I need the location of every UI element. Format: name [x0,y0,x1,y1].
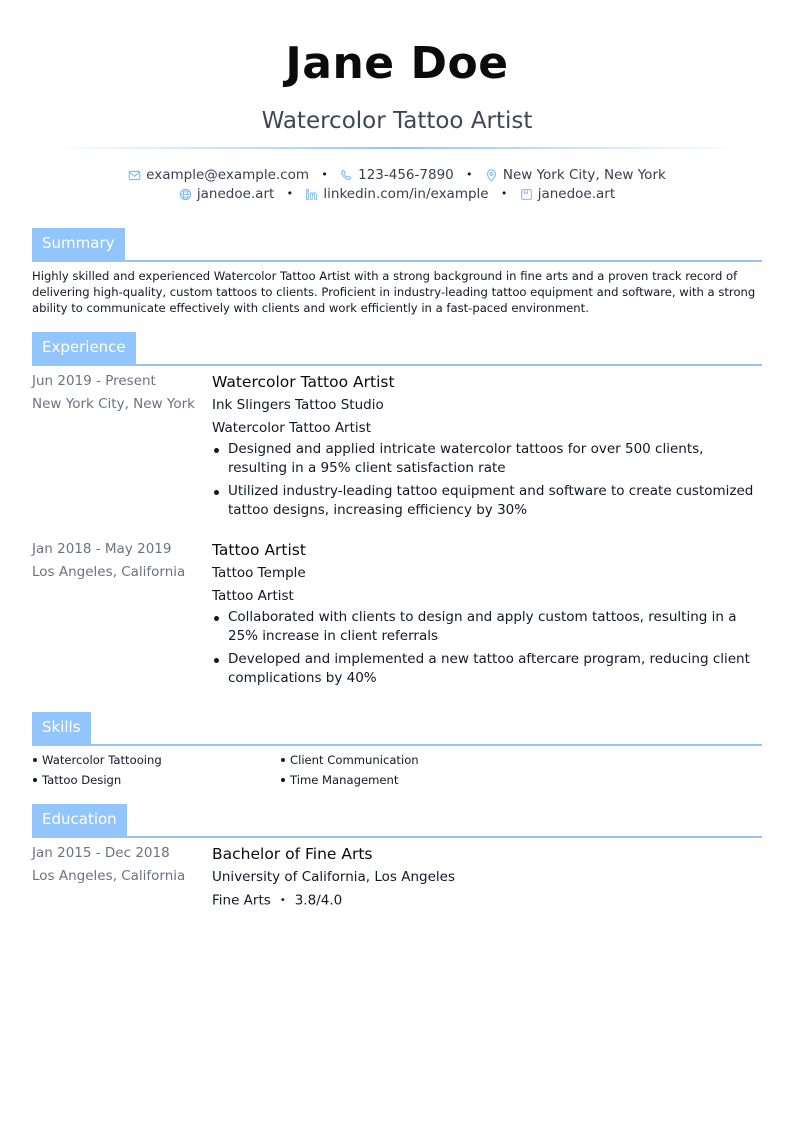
experience-dates: Jun 2019 - Present [32,373,156,389]
contact-location-text: New York City, New York [502,167,666,183]
education-field-gpa [212,889,764,913]
header-divider [50,147,744,149]
education-degree: Bachelor of Fine Arts [212,845,373,863]
experience-company: Ink Slingers Tattoo Studio [212,397,384,413]
contact-portfolio[interactable] [520,185,615,203]
location-pin-icon [485,169,498,182]
education-field: Fine Arts [212,892,271,909]
experience-2-details [212,539,764,692]
section-header-experience [32,332,762,366]
education-location: Los Angeles, California [32,868,186,884]
contact-location [485,166,666,184]
skill-item: Client Communication [280,753,419,767]
contact-separator: • [500,187,508,200]
contact-separator: • [286,187,294,200]
education-school: University of California, Los Angeles [212,869,456,885]
experience-bullets [212,608,764,688]
education-meta [32,842,202,888]
experience-title: Tattoo Artist [212,541,306,559]
experience-bullet: Utilized industry-leading tattoo equipment and software to create customized tattoo designs, increasing efficiency by 30% [212,482,764,520]
education-separator: • [279,895,286,906]
experience-2-meta [32,538,202,584]
education-dates: Jan 2015 - Dec 2018 [32,845,170,861]
section-title-experience: Experience [32,332,136,364]
contact-phone[interactable] [340,166,454,184]
candidate-headline: Watercolor Tattoo Artist [261,108,533,134]
contact-separator: • [466,168,473,181]
portfolio-icon [520,188,533,201]
contact-website-text: janedoe.art [196,186,275,202]
contact-email-text: example@example.com [146,167,310,183]
experience-bullets [212,440,764,520]
experience-location: New York City, New York [32,396,195,412]
candidate-name: Jane Doe [285,38,509,89]
education-gpa: 3.8/4.0 [294,892,343,909]
mail-icon [128,169,141,182]
experience-bullet: Designed and applied intricate watercolor tattoos for over 500 clients, resulting in a 95% client satisfaction rate [212,440,764,478]
experience-dates: Jan 2018 - May 2019 [32,541,172,557]
skill-item: Time Management [280,773,398,787]
contact-portfolio-text: janedoe.art [537,186,616,202]
experience-role: Watercolor Tattoo Artist [212,420,371,436]
section-header-summary [32,228,762,262]
experience-role: Tattoo Artist [212,588,294,604]
summary-paragraph: Highly skilled and experienced Watercolor Tattoo Artist with a strong background in fine arts and a proven track record of delivering high-quality, custom tattoos to clients. Proficient in industry-leading tattoo equipment and software, with a strong ability to communicate effectively with clients and work efficiently in a fast-paced environment. [32,269,756,315]
experience-bullet: Developed and implemented a new tattoo aftercare program, reducing client complications by 40% [212,650,764,688]
globe-icon [179,188,192,201]
section-header-skills [32,712,762,746]
section-title-summary: Summary [32,228,125,260]
experience-title: Watercolor Tattoo Artist [212,373,395,391]
section-title-education: Education [32,804,127,836]
experience-1-details [212,371,764,524]
experience-bullet: Collaborated with clients to design and apply custom tattoos, resulting in a 25% increase in client referrals [212,608,764,646]
contact-row-secondary [0,185,794,203]
phone-icon [340,169,353,182]
section-header-education [32,804,762,838]
contact-linkedin-text: linkedin.com/in/example [323,186,489,202]
contact-email[interactable] [128,166,309,184]
contact-website[interactable] [179,185,274,203]
section-title-skills: Skills [32,712,91,744]
education-details [212,843,764,913]
contact-linkedin[interactable] [305,185,488,203]
contact-separator: • [321,168,328,181]
contact-phone-text: 123-456-7890 [358,167,454,183]
experience-location: Los Angeles, California [32,564,186,580]
experience-company: Tattoo Temple [212,565,306,581]
skill-item: Watercolor Tattooing [32,753,162,767]
experience-1-meta [32,370,202,416]
contact-row-primary [0,166,794,184]
linkedin-icon [305,188,318,201]
skill-item: Tattoo Design [32,773,121,787]
